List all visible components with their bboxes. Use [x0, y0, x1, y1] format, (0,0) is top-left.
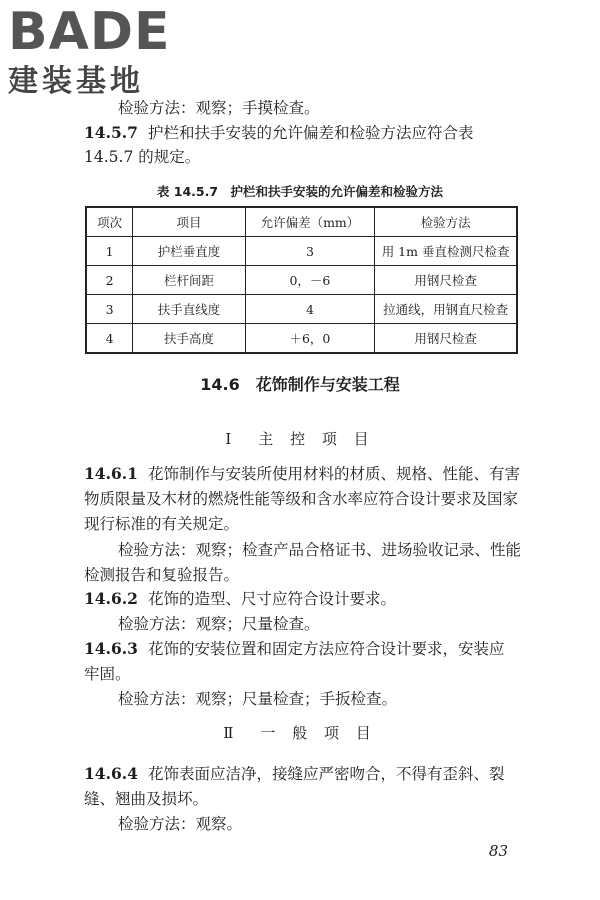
clause-14-6-3-cont: 牢固。 — [84, 665, 131, 683]
clause-14-6-4-cont: 缝、翘曲及损坏。 — [84, 790, 209, 808]
clause-number: 14.6.4 — [84, 764, 138, 783]
table-cell: 1 — [86, 237, 133, 266]
table-caption: 表 14.5.7 护栏和扶手安装的允许偏差和检验方法 — [156, 184, 444, 199]
logo — [8, 2, 171, 100]
table-cell: ＋6，0 — [245, 324, 375, 354]
table-row — [86, 324, 517, 354]
inspection-method-line: 检验方法：观察；手摸检查。 — [118, 99, 320, 117]
clause-14-6-1 — [84, 462, 520, 486]
table-row — [86, 237, 517, 266]
clause-14-6-3 — [84, 637, 504, 661]
subsection-title-general-items: Ⅱ 一 般 项 目 — [223, 724, 377, 742]
clause-number: 14.6.1 — [84, 464, 138, 483]
inspection-method-line: 检验方法：观察；尺量检查。 — [118, 615, 320, 633]
header-cell: 项目 — [133, 207, 245, 237]
header-cell: 允许偏差（mm） — [245, 207, 375, 237]
subsection-title-main-items: Ⅰ 主 控 项 目 — [225, 430, 375, 448]
clause-14-6-4 — [84, 762, 504, 786]
inspection-method-line: 检验方法：观察；检查产品合格证书、进场验收记录、性能 — [118, 541, 522, 559]
clause-number: 14.6.3 — [84, 639, 138, 658]
clause-14-5-7-cont: 14.5.7 的规定。 — [84, 148, 201, 166]
table-cell: 用钢尺检查 — [375, 266, 517, 295]
page-number: 83 — [488, 842, 508, 860]
clause-number: 14.6.2 — [84, 589, 138, 608]
clause-number: 14.5.7 — [84, 123, 138, 142]
table-cell: 4 — [86, 324, 133, 354]
header-cell: 项次 — [86, 207, 133, 237]
table-cell: 拉通线，用钢直尺检查 — [375, 295, 517, 324]
inspection-method-cont: 检测报告和复验报告。 — [84, 566, 240, 584]
table-cell: 4 — [245, 295, 375, 324]
section-title: 14.6 花饰制作与安装工程 — [200, 375, 400, 394]
table-header-row — [86, 207, 517, 237]
table-cell: 3 — [245, 237, 375, 266]
table-row — [86, 295, 517, 324]
clause-14-5-7 — [84, 121, 473, 145]
table-cell: 护栏垂直度 — [133, 237, 245, 266]
logo-wordmark: BADE — [8, 2, 171, 62]
clause-text: 花饰制作与安装所使用材料的材质、规格、性能、有害 — [147, 465, 520, 483]
table-cell: 用钢尺检查 — [375, 324, 517, 354]
header-cell: 检验方法 — [375, 207, 517, 237]
clause-text: 护栏和扶手安装的允许偏差和检验方法应符合表 — [147, 124, 474, 142]
table-cell: 0，－6 — [245, 266, 375, 295]
clause-text: 花饰的造型、尺寸应符合设计要求。 — [147, 590, 396, 608]
inspection-method-line: 检验方法：观察；尺量检查；手扳检查。 — [118, 690, 398, 708]
table-cell: 扶手高度 — [133, 324, 245, 354]
clause-text: 花饰的安装位置和固定方法应符合设计要求，安装应 — [147, 640, 505, 658]
clause-14-6-1-cont: 物质限量及木材的燃烧性能等级和含水率应符合设计要求及国家 — [84, 490, 519, 508]
clause-14-6-2 — [84, 587, 396, 611]
table-cell: 扶手直线度 — [133, 295, 245, 324]
logo-chinese: 建装基地 — [8, 64, 144, 99]
table-cell: 2 — [86, 266, 133, 295]
clause-14-6-1-cont: 现行标准的有关规定。 — [84, 515, 240, 533]
table-cell: 3 — [86, 295, 133, 324]
table-cell: 栏杆间距 — [133, 266, 245, 295]
clause-text: 花饰表面应洁净，接缝应严密吻合，不得有歪斜、裂 — [147, 765, 505, 783]
table-cell: 用 1m 垂直检测尺检查 — [375, 237, 517, 266]
table-row — [86, 266, 517, 295]
tolerance-table — [85, 206, 518, 354]
inspection-method-line: 检验方法：观察。 — [118, 815, 243, 833]
